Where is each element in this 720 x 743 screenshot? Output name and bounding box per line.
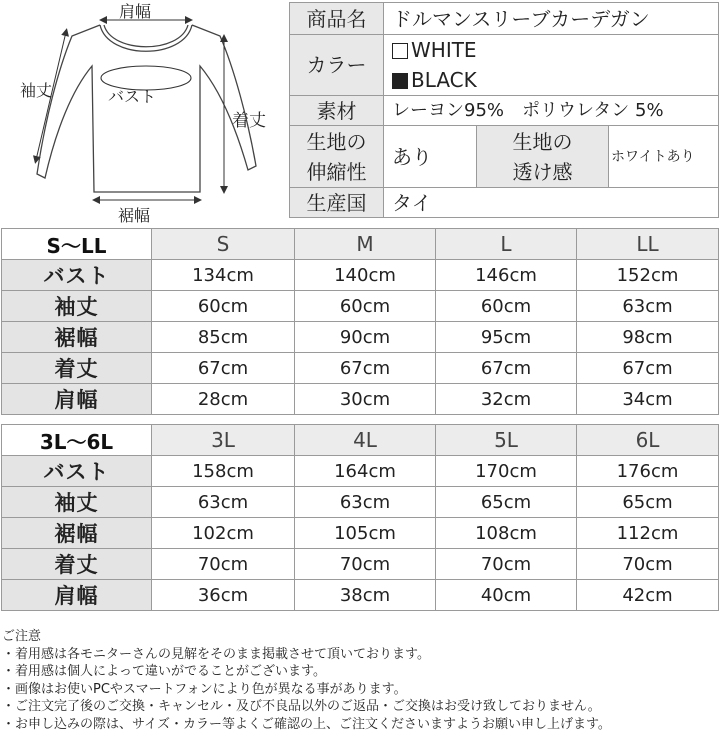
notes-title: ご注意 [2, 629, 42, 644]
cell-value: 134cm [152, 260, 295, 291]
cell-value: 170cm [436, 456, 577, 487]
cell-value: 108cm [436, 518, 577, 549]
shoulder-label: 肩幅 [119, 2, 152, 21]
cell-value: 67cm [436, 353, 577, 384]
table-row [2, 260, 719, 291]
origin-label: 生産国 [290, 188, 384, 218]
table-row [2, 291, 719, 322]
cell-value: 60cm [295, 291, 436, 322]
table-row [2, 518, 719, 549]
size-header-row [2, 425, 719, 456]
row-label: 袖丈 [2, 487, 152, 518]
row-label: 着丈 [2, 353, 152, 384]
note-line: ・お申し込みの際は、サイズ・カラー等よくご確認の上、ご注文くださいますようお願い申し上げます。 [2, 716, 611, 732]
size-header: 4L [295, 425, 436, 456]
row-label: 裾幅 [2, 518, 152, 549]
row-label: 着丈 [2, 549, 152, 580]
cell-value: 164cm [295, 456, 436, 487]
table-row [2, 487, 719, 518]
black-swatch-icon [392, 73, 408, 89]
size-table-s-ll [1, 228, 719, 415]
cell-value: 65cm [436, 487, 577, 518]
size-range-label: 3L～6L [2, 425, 152, 456]
size-header: 5L [436, 425, 577, 456]
row-label: 肩幅 [2, 384, 152, 415]
cell-value: 34cm [577, 384, 719, 415]
garment-outline [37, 25, 256, 192]
cell-value: 60cm [152, 291, 295, 322]
size-range-label: S～LL [2, 229, 152, 260]
table-row [2, 549, 719, 580]
cell-value: 140cm [295, 260, 436, 291]
size-header-row [2, 229, 719, 260]
stretch-value: あり [384, 126, 477, 188]
size-header: 6L [577, 425, 719, 456]
note-line: ・画像はお使いPCやスマートフォンにより色が異なる事があります。 [2, 681, 407, 697]
table-row [2, 456, 719, 487]
note-line: ・ご注文完了後のご交換・キャンセル・及び不良品以外のご返品・ご交換はお受け致しておりません。 [2, 699, 601, 714]
cell-value: 28cm [152, 384, 295, 415]
hem-label: 裾幅 [118, 206, 151, 225]
color-white: WHITE [392, 35, 710, 65]
note-line: ・着用感は個人によって違いがでることがございます。 [2, 664, 326, 679]
material-label: 素材 [290, 96, 384, 126]
size-header: S [152, 229, 295, 260]
product-info-table [289, 2, 719, 218]
cell-value: 67cm [152, 353, 295, 384]
cell-value: 158cm [152, 456, 295, 487]
cell-value: 63cm [577, 291, 719, 322]
cell-value: 70cm [295, 549, 436, 580]
cell-value: 98cm [577, 322, 719, 353]
cell-value: 102cm [152, 518, 295, 549]
note-line: ・着用感は各モニターさんの見解をそのまま掲載させて頂いております。 [2, 646, 430, 662]
cell-value: 65cm [577, 487, 719, 518]
cell-value: 67cm [577, 353, 719, 384]
row-label: 肩幅 [2, 580, 152, 611]
size-header: L [436, 229, 577, 260]
cell-value: 36cm [152, 580, 295, 611]
cell-value: 176cm [577, 456, 719, 487]
cell-value: 32cm [436, 384, 577, 415]
cell-value: 70cm [577, 549, 719, 580]
size-header: M [295, 229, 436, 260]
bust-label: バスト [108, 87, 157, 106]
origin-value: タイ [384, 188, 719, 218]
sheer-value: ホワイトあり [609, 126, 719, 188]
row-label: バスト [2, 260, 152, 291]
cell-value: 90cm [295, 322, 436, 353]
cell-value: 67cm [295, 353, 436, 384]
cell-value: 40cm [436, 580, 577, 611]
length-label: 着丈 [232, 111, 266, 131]
cell-value: 38cm [295, 580, 436, 611]
white-swatch-icon [392, 43, 408, 59]
cell-value: 42cm [577, 580, 719, 611]
size-header: LL [577, 229, 719, 260]
row-label: 袖丈 [2, 291, 152, 322]
table-row [2, 353, 719, 384]
row-label: 裾幅 [2, 322, 152, 353]
cell-value: 70cm [152, 549, 295, 580]
size-header: 3L [152, 425, 295, 456]
cell-value: 95cm [436, 322, 577, 353]
name-label: 商品名 [290, 3, 384, 35]
sheer-label: 生地の 透け感 [477, 126, 609, 188]
size-table-3l-6l [1, 424, 719, 611]
cell-value: 85cm [152, 322, 295, 353]
stretch-label: 生地の 伸縮性 [290, 126, 384, 188]
cell-value: 30cm [295, 384, 436, 415]
cell-value: 152cm [577, 260, 719, 291]
cell-value: 112cm [577, 518, 719, 549]
cell-value: 70cm [436, 549, 577, 580]
cell-value: 63cm [295, 487, 436, 518]
table-row [2, 384, 719, 415]
color-black: BLACK [392, 65, 710, 95]
cell-value: 63cm [152, 487, 295, 518]
cell-value: 146cm [436, 260, 577, 291]
table-row [2, 580, 719, 611]
color-list [384, 35, 719, 96]
sleeve-label: 袖丈 [20, 81, 53, 100]
product-name: ドルマンスリーブカーデガン [384, 3, 719, 35]
color-label: カラー [290, 35, 384, 96]
cell-value: 105cm [295, 518, 436, 549]
notes-section [2, 628, 611, 733]
row-label: バスト [2, 456, 152, 487]
table-row [2, 322, 719, 353]
material-value: レーヨン95% ポリウレタン 5% [384, 96, 719, 126]
cell-value: 60cm [436, 291, 577, 322]
